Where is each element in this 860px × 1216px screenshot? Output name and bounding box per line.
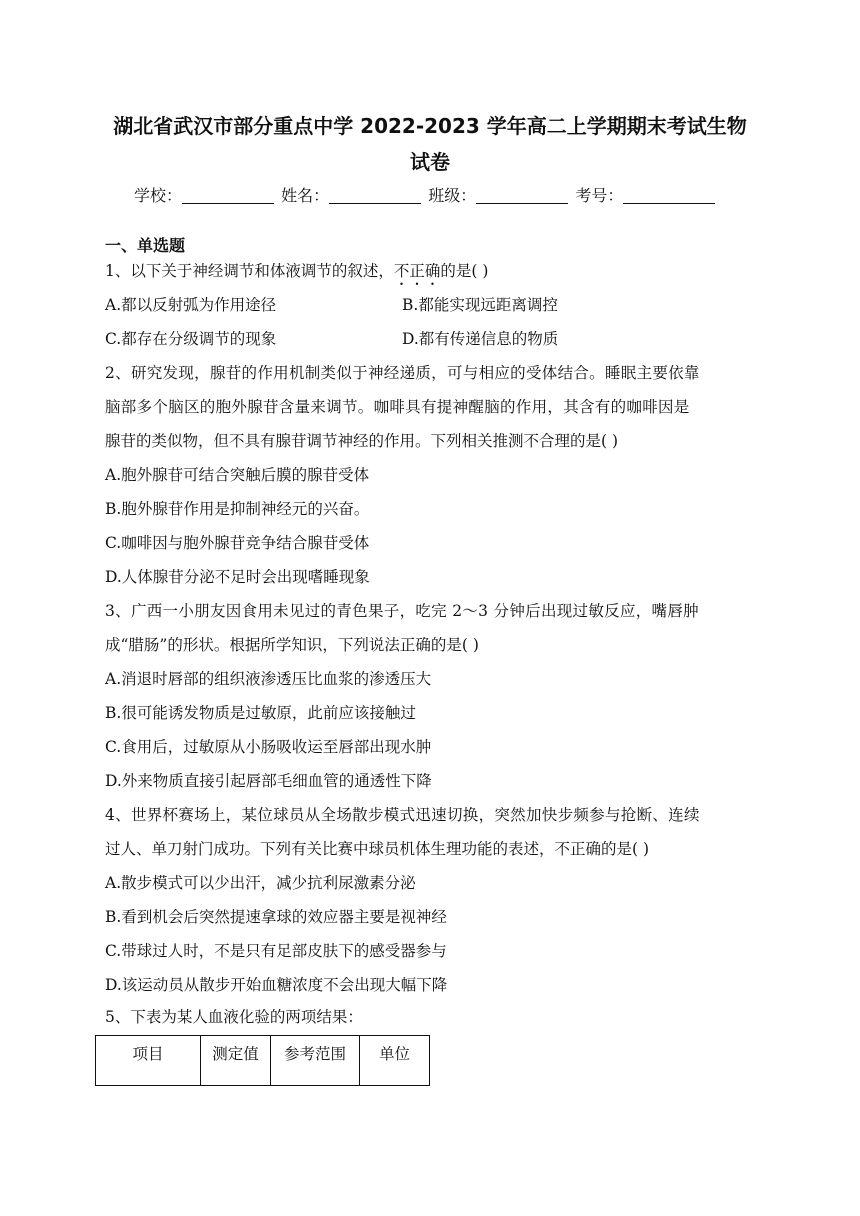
table-header-unit: 单位: [360, 1036, 430, 1086]
class-label: 班级：: [428, 186, 477, 205]
q5-stem: 5、下表为某人血液化验的两项结果：: [105, 1008, 363, 1026]
exam-title-line-2: 试卷: [410, 150, 450, 174]
q4-stem-line-1: 4、世界杯赛场上，某位球员从全场散步模式迅速切换，突然加快步频参与抢断、连续: [105, 806, 700, 824]
q1-option-c: C.都存在分级调节的现象: [105, 330, 277, 348]
student-info-row: [134, 183, 717, 206]
q3-option-a: A.消退时唇部的组织液渗透压比血浆的渗透压大: [105, 670, 432, 688]
q1-option-b: B.都能实现远距离调控: [402, 296, 558, 314]
table-header-row: [96, 1036, 430, 1086]
q1-stem-text: 1、以下关于神经调节和体液调节的叙述，: [105, 262, 394, 280]
q2-stem-line-3: 腺苷的类似物，但不具有腺苷调节神经的作用。下列相关推测不合理的是( ): [105, 432, 619, 450]
exam-title: [90, 108, 770, 180]
class-blank: [476, 187, 568, 204]
q4-option-c: C.带球过人时，不是只有足部皮肤下的感受器参与: [105, 942, 447, 960]
q4-option-d: D.该运动员从散步开始血糖浓度不会出现大幅下降: [105, 976, 448, 994]
q1-stem-emphasis: 不正确: [393, 262, 441, 280]
q2-option-b: B.胞外腺苷作用是抑制神经元的兴奋。: [105, 500, 370, 518]
q1-option-d: D.都有传递信息的物质: [402, 330, 559, 348]
table-header-reference: 参考范围: [271, 1036, 360, 1086]
q2-stem-line-1: 2、研究发现，腺苷的作用机制类似于神经递质，可与相应的受体结合。睡眠主要依靠: [105, 364, 700, 382]
q4-option-b: B.看到机会后突然提速拿球的效应器主要是视神经: [105, 908, 447, 926]
school-blank: [182, 187, 274, 204]
q3-stem-line-1: 3、广西一小朋友因食用未见过的青色果子，吃完 2～3 分钟后出现过敏反应，嘴唇肿: [105, 602, 699, 620]
table-header-measured: 测定值: [201, 1036, 271, 1086]
name-blank: [329, 187, 421, 204]
q2-stem-line-2: 脑部多个脑区的胞外腺苷含量来调节。咖啡具有提神醒脑的作用，其含有的咖啡因是: [105, 398, 690, 416]
q1-stem: [105, 259, 488, 289]
exam-number-label: 考号：: [575, 186, 624, 205]
q2-option-d: D.人体腺苷分泌不足时会出现嗜睡现象: [105, 568, 370, 586]
q3-option-c: C.食用后，过敏原从小肠吸收运至唇部出现水肿: [105, 738, 432, 756]
q4-stem-line-2: 过人、单刀射门成功。下列有关比赛中球员机体生理功能的表述，不正确的是( ): [105, 840, 650, 858]
q3-option-d: D.外来物质直接引起唇部毛细血管的通透性下降: [105, 772, 432, 790]
q1-option-a: A.都以反射弧为作用途径: [105, 296, 277, 314]
q2-option-a: A.胞外腺苷可结合突触后膜的腺苷受体: [105, 466, 370, 484]
q3-option-b: B.很可能诱发物质是过敏原，此前应该接触过: [105, 704, 416, 722]
exam-title-line-1: 湖北省武汉市部分重点中学 2022-2023 学年高二上学期期末考试生物: [113, 114, 747, 138]
blood-test-table: [95, 1035, 430, 1086]
q4-option-a: A.散步模式可以少出汗，减少抗利尿激素分泌: [105, 874, 416, 892]
q3-stem-line-2: 成“腊肠”的形状。根据所学知识，下列说法正确的是( ): [105, 636, 479, 654]
section-heading: 一、单选题: [105, 236, 186, 255]
school-label: 学校：: [134, 186, 183, 205]
name-label: 姓名：: [281, 186, 330, 205]
exam-number-blank: [623, 187, 715, 204]
table-header-item: 项目: [96, 1036, 201, 1086]
q1-stem-end: 的是( ): [440, 262, 489, 280]
q2-option-c: C.咖啡因与胞外腺苷竞争结合腺苷受体: [105, 534, 370, 552]
